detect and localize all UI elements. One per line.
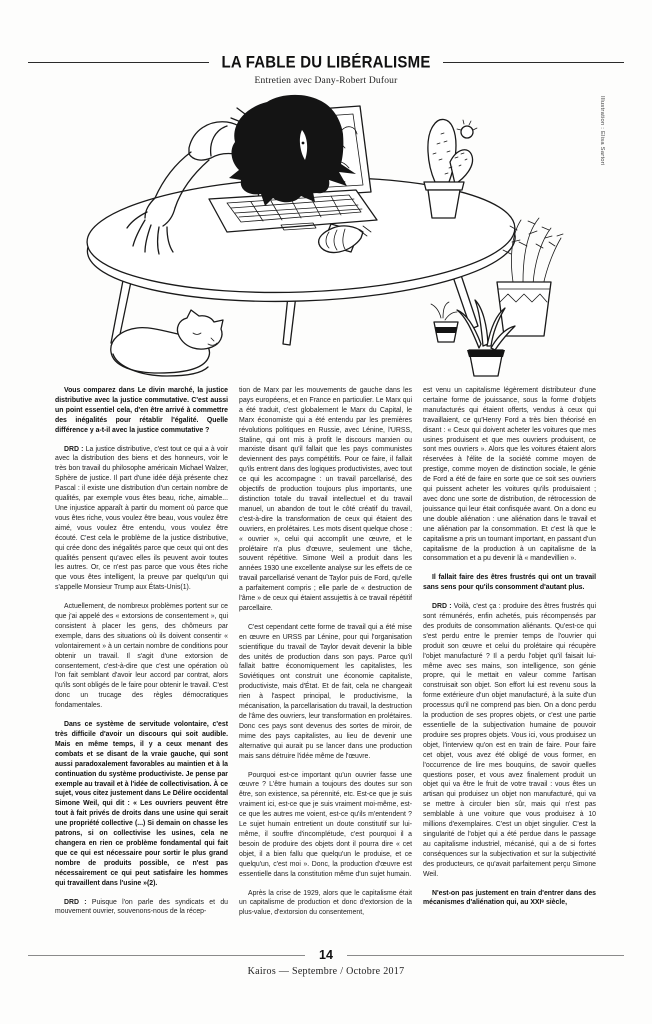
answer-paragraph: Après la crise de 1929, alors que le capitalisme était un capitalisme de production et donc d'extorsion de la plus-value, d'extorsion du consentement, — [239, 889, 412, 917]
footer-rule-right — [347, 955, 624, 956]
answer-paragraph: tion de Marx par les mouvements de gauche dans les pays européens, et en France en particulier. Le Marx qui a été traduit, c'est globalement le Marx du Capital, le Marx économiste qui a été entendu par les premières révolutions politiques en Russie, avec Lénine, l'URSS, Staline, qui ont mis à profit le discours marxien ou marxiste disant qu'il fallait que les pays communistes deviennent des pays compétitifs. Pour ce faire, il fallait qu'ils entrent dans des logiques productivistes, avec tout ce qui les accompagne : un travail parcellarisé, des objectifs de production toujours plus importants, une distinction totale du travail intellectuel et du travail manuel, un abandon de tout le côté créatif du travail, c'est-à-dire la transformation de ceux qui étaient des ouvriers, en prolétaires. Les mots disent quelque chose : « ouvrier », celui qui accomplit une œuvre, et le prolétaire n'a plus d'œuvre, seulement une tâche, souvent répétitive. Simone Weil a produit dans les années 1930 une excellente analyse sur les effets de ce travail parcellarisé venant de Taylor puis de Ford, qu'elle a parfaitement compris ; elle parle de « destruction de l'âme » de ceux qui étaient assujettis à ce travail répétitif parcellaire. — [239, 387, 412, 612]
title-rule-right — [443, 62, 624, 63]
article-column-2 — [239, 386, 412, 942]
answer-paragraph: C'est cependant cette forme de travail qui a été mise en œuvre en URSS par Lénine, pour qui l'organisation scientifique du travail de Taylor devait devenir la bible des unités de production dans son pays. Parce qu'il fallait battre économiquement les capitalistes, les Soviétiques ont construit une économie capitaliste, productiviste, mais d'État. Et de fait, cela ne changeait rien à l'aspect principal, le productivisme, la mécanisation, la parcellarisation du travail, la destruction de l'âme des ouvriers, leur transformation en prolétaires. Donc ces pays sont devenus des sortes de miroir, de mime des pays capitalistes, au lieu de devenir une alternative qui aurait pu se lancer dans une production mais sans détruire l'idée même de l'œuvre. — [239, 623, 412, 760]
question-paragraph: Vous comparez dans Le divin marché, la justice distributive avec la justice commutative. C'est aussi un point essentiel cela, d'en être arrivé à commettre des inégalités pour rétablir l'égalité. Quelle différence y a-t-il avec la justice commutative ? — [55, 387, 228, 434]
article-body — [55, 386, 597, 942]
page-footer — [28, 948, 624, 977]
plant-pot-small — [431, 302, 458, 342]
page-title: LA FABLE DU LIBÉRALISME — [221, 53, 431, 72]
article-column-1 — [55, 386, 228, 942]
page-number: 14 — [319, 948, 333, 962]
masthead — [28, 54, 624, 71]
answer-paragraph: Pourquoi est-ce important qu'un ouvrier fasse une œuvre ? L'être humain a toujours des doutes sur son être, son existence, sa pérennité, etc. Est-ce que je suis vraiment ici, est-ce que je suis vraiment moi-même, est-ce que les autres me voient, est-ce qu'ils m'entendent ? Le sujet humain entretient un doute constitutif sur lui-même, il souffre d'incomplétude, c'est pourquoi il a besoin de produire des objets dont il pourra dire « cet objet, il a bien fallu que quelqu'un le produise, et ce quelqu'un, c'est moi ». Donc, la production d'œuvre est essentielle dans la constitution même d'un sujet humain. — [239, 771, 412, 878]
answer-paragraph: DRD : Voilà, c'est ça : produire des êtres frustrés qui sont rémunérés, enfin achetés, puis récompensés par des produits de consommation aliénants. Qu'est-ce qui s'est perdu entre le premier temps de l'ouvrier qui produit son œuvre et celui du prolétaire qui récupère l'objet manufacturé ? Il a perdu l'objet qu'il faisait lui-même avec ses mains, son intelligence, son génie propre, qui le mettait en valeur comme l'artisan construisait son objet. Son effort lui est revenu sous la forme extérieure d'un objet manufacturé, à la suite d'un processus qu'il ne comprend pas bien. On a donc perdu la production de ses propres objets, or c'est une partie essentielle de la subjectivation humaine de pouvoir produire ses propres objets. Vous ici, vous produisez un objet, l'interview qu'on est en train de faire. Pour faire cet objet, vous avez été obligé de vous former, en l'occurrence de lire mes bouquins, de savoir quelles questions poser, et vous avez finalement produit un objet qui va être le fruit de votre travail : vous êtes un artisan qui produisez un objet non manufacturé, qui va se mettre à circuler bien sûr, mais qui n'est pas semblable à une voiture que vous produisez à 10 millions d'exemplaires. C'est un objet singulier. C'est la singularité de l'objet qui a été perdue dans le passage au capitalisme industriel, mécanisé, qui a de si fortes conséquences sur la subjectivation et sur la subjectivité des producteurs, ce qu'avait parfaitement perçu Simone Weil. — [423, 603, 596, 878]
sleeping-cat — [111, 310, 223, 376]
eye — [302, 142, 305, 145]
answer-paragraph: DRD : La justice distributive, c'est tout ce qui a à voir avec la distribution des biens et des honneurs, voir le très bon travail du philosophe américain Michael Walzer, Sphère de justice. Il part d'une idée déjà présente chez Pascal : il existe une distribution d'un certain nombre de qualités, par exemple vous êtes beau, riche, aimable... Une injustice apparaît à partir du moment où parce que vous êtes riche, vous voulez être beau, vous voulez être aimé, vous voulez être entendu, vous voulez être écouté. C'est cela le problème de la justice distributive, qui crée donc des inégalités parce que ceux qui ont des qualités pensent qu'avec elles ils peuvent avoir toutes les autres. Or, ce n'est pas parce que vous êtes riche que vous êtes intelligent, la preuve par quelqu'un qui s'appelle Monsieur Trump aux États-Unis(1). — [55, 445, 228, 592]
answer-paragraph: Actuellement, de nombreux problèmes portent sur ce que j'ai appelé des « extorsions de consentement », qui consistent à placer les gens, des chômeurs par exemple, dans des situations où ils doivent consentir « volontairement » à un certain nombre de conditions pour obtenir un travail. Il s'agit d'une extorsion de consentement, c'est-à-dire que c'est une opération où l'on fait semblant d'avoir leur accord par contrat, alors qu'ils sont obligés de le faire pour obtenir le travail. C'est donc un trucage des règles démocratiques fondamentales. — [55, 603, 228, 710]
answer-paragraph: DRD : Puisque l'on parle des syndicats et du mouvement ouvrier, souvenons-nous de la récep- — [55, 898, 228, 916]
question-paragraph: N'est-on pas justement en train d'entrer dans des mécanismes d'aliénation qui, au XXIᵉ siècle, — [423, 889, 596, 907]
article-subtitle: Entretien avec Dany-Robert Dufour — [254, 76, 398, 86]
journal-issue-line: Kairos — Septembre / Octobre 2017 — [247, 966, 405, 977]
title-rule-left — [28, 62, 209, 63]
footer-rule-left — [28, 955, 305, 956]
illustration-credit: Illustration : Elisa Sartori — [599, 96, 605, 166]
question-paragraph: Dans ce système de servitude volontaire, c'est très difficile d'avoir un discours qui soit audible. Mais en même temps, il y a ceux menant des combats et se disant de la vraie gauche, qui sont aussi paradoxalement favorables au maintien et à la continuation du système productiviste. Je pense par exemple au travail et à l'idée de collectivisation. À ce sujet, vous citez justement dans Le Délire occidental Simone Weil, qui dit : « Les ouvriers peuvent être tout à fait privés de droits dans une usine qui serait une propriété collective (...) Si demain on chasse les patrons, si on collectivise les usines, cela ne changera en rien ce problème fondamental qui fait que ce qui est nécessaire pour sortir le plus grand nombre de produits possible, ce n'est pas nécessairement ce qui peut satisfaire les hommes qui travaillent dans l'usine »(2). — [55, 721, 228, 887]
question-paragraph: Il fallait faire des êtres frustrés qui ont un travail sans sens pour qu'ils consomment d'autant plus. — [423, 574, 596, 592]
header-illustration — [51, 86, 601, 386]
answer-paragraph: est venu un capitalisme légèrement distributeur d'une certaine forme de jouissance, sous la forme d'objets manufacturés qui étaient offerts, vendus à ceux qui travaillaient, ce qu'Henry Ford a très bien théorisé en disant : « Ceux qui doivent acheter les voitures que mes usines produisent et que mes ouvriers produisent, ce sont mes ouvriers ». Alors que les voitures étaient alors réservées à l'élite de la société comme moyen de prestige, comme moyen de distinction sociale, le génie de Ford a été de faire en sorte que ce soit ses ouvriers qui puissent acheter les voitures qu'ils produisaient ; avec donc une sorte de distribution, de rétrocession de jouissance qui leur était confisquée avant. On a donc eu une double aliénation : une aliénation dans le travail et une aliénation par la consommation. Et c'est là que le capitalisme a pris un tournant important, en passant d'un capitalisme de la production à un capitalisme de la consommation et a pu devenir là « mandevillien ». — [423, 387, 596, 563]
article-column-3 — [423, 386, 596, 942]
